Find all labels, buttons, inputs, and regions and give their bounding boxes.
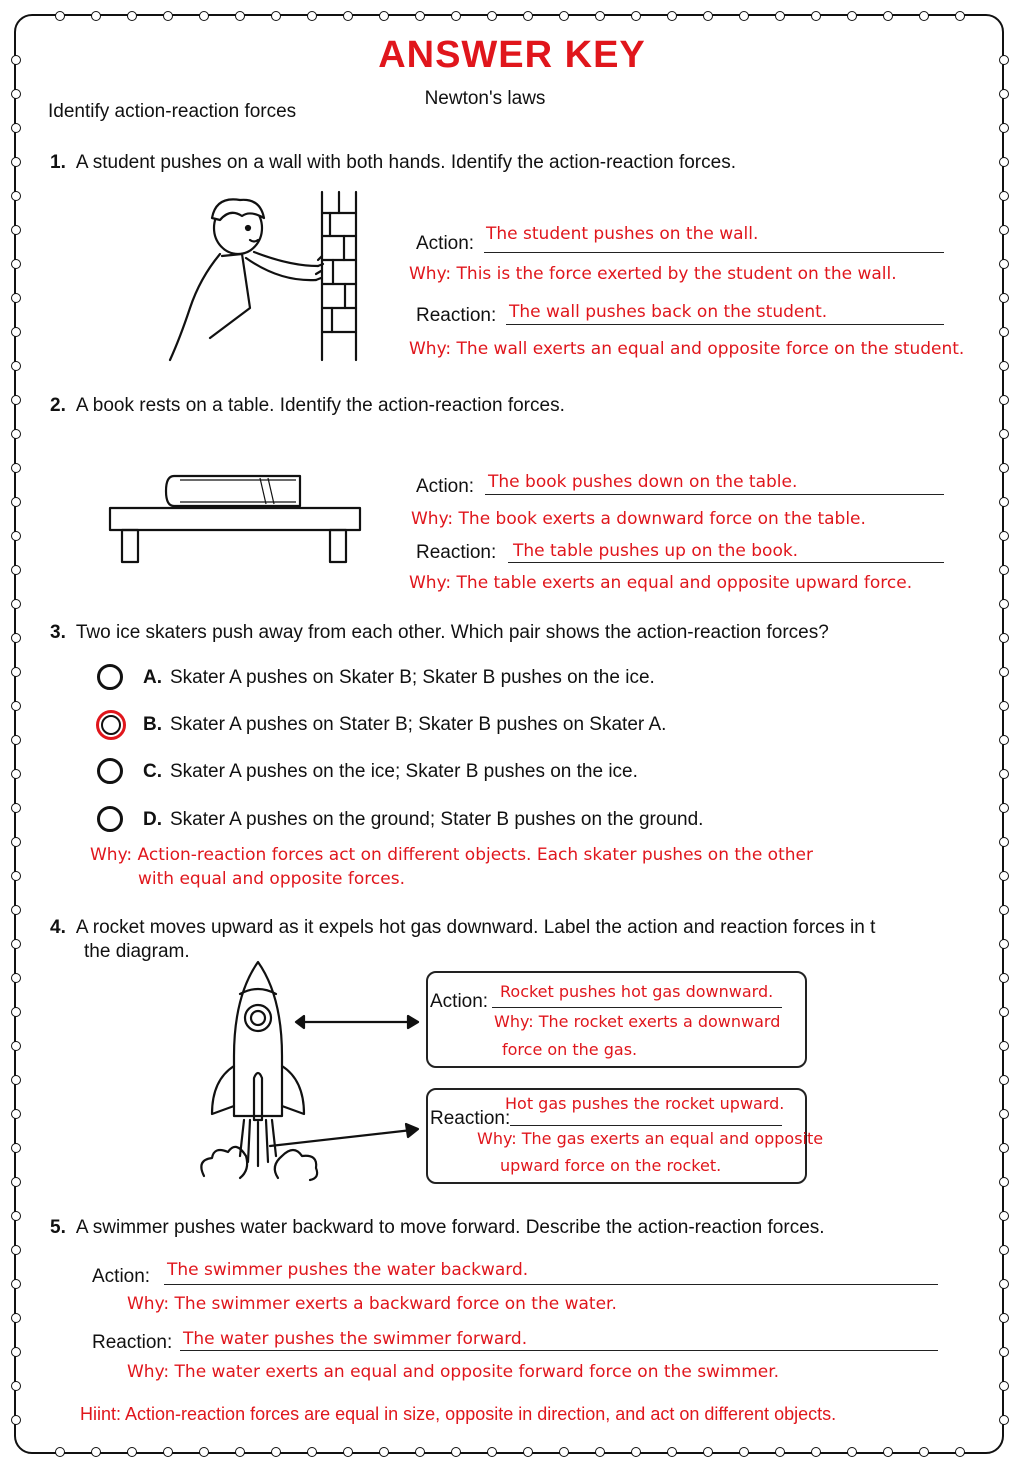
page-title: ANSWER KEY [378, 34, 646, 76]
border-bead [11, 939, 21, 949]
border-bead [11, 225, 21, 235]
border-bead [999, 191, 1009, 201]
border-bead [999, 735, 1009, 745]
q4-action-label: Action: [430, 991, 489, 1012]
border-bead [919, 11, 929, 21]
border-bead [999, 1007, 1009, 1017]
border-bead [847, 11, 857, 21]
q5-reaction-answer: The water pushes the swimmer forward. [183, 1329, 528, 1349]
border-bead [55, 1447, 65, 1457]
border-bead [11, 1143, 21, 1153]
border-bead [11, 361, 21, 371]
border-bead [307, 11, 317, 21]
option-text: Skater A pushes on the ground; Stater B pushes on the ground. [170, 809, 704, 830]
border-bead [999, 225, 1009, 235]
rocket-illustration [190, 956, 430, 1188]
border-bead [11, 973, 21, 983]
border-bead [163, 1447, 173, 1457]
border-bead [523, 1447, 533, 1457]
border-bead [11, 735, 21, 745]
border-bead [91, 1447, 101, 1457]
q5-action-answer: The swimmer pushes the water backward. [167, 1260, 529, 1280]
border-bead [739, 1447, 749, 1457]
border-bead [955, 1447, 965, 1457]
border-bead [999, 973, 1009, 983]
border-bead [999, 123, 1009, 133]
option-c-radio[interactable] [97, 758, 123, 784]
question-number: 5. [50, 1217, 66, 1238]
border-bead [999, 89, 1009, 99]
question-number: 4. [50, 917, 66, 938]
q2-action-answer: The book pushes down on the table. [488, 472, 798, 492]
question-3 [50, 622, 829, 644]
q2-reaction-line [508, 562, 944, 563]
student-pushing-wall-illustration [150, 188, 365, 366]
page-subtitle: Newton's laws [424, 88, 546, 109]
q2-reaction-label: Reaction: [416, 542, 497, 563]
border-bead [91, 11, 101, 21]
option-a-radio[interactable] [97, 664, 123, 690]
question-5 [50, 1217, 825, 1239]
q1-reaction-answer: The wall pushes back on the student. [509, 302, 828, 322]
border-bead [11, 1109, 21, 1119]
border-bead [343, 1447, 353, 1457]
border-bead [999, 361, 1009, 371]
border-bead [999, 1211, 1009, 1221]
border-bead [999, 803, 1009, 813]
border-bead [11, 157, 21, 167]
border-bead [999, 667, 1009, 677]
q1-reaction-why: Why: The wall exerts an equal and opposite force on the student. [409, 339, 965, 359]
option-d [143, 809, 703, 831]
option-text: Skater A pushes on Stater B; Skater B pushes on Skater A. [170, 714, 667, 735]
q4-reaction-why-line1: Why: The gas exerts an equal and opposite [477, 1129, 824, 1148]
border-bead [999, 1109, 1009, 1119]
border-bead [11, 191, 21, 201]
q3-why-line2: with equal and opposite forces. [138, 869, 405, 889]
question-number: 2. [50, 395, 66, 416]
border-bead [559, 11, 569, 21]
q4-action-line [492, 1007, 782, 1008]
border-bead [999, 531, 1009, 541]
border-bead [11, 327, 21, 337]
q5-reaction-why: Why: The water exerts an equal and opposite forward force on the swimmer. [127, 1362, 780, 1382]
border-bead [999, 327, 1009, 337]
border-bead [703, 1447, 713, 1457]
border-bead [199, 11, 209, 21]
border-bead [11, 565, 21, 575]
border-bead [11, 701, 21, 711]
border-bead [999, 871, 1009, 881]
border-bead [595, 11, 605, 21]
question-2 [50, 395, 565, 417]
border-bead [11, 1347, 21, 1357]
border-bead [631, 1447, 641, 1457]
option-b-radio-selected[interactable] [96, 710, 126, 740]
border-bead [163, 11, 173, 21]
option-d-radio[interactable] [97, 806, 123, 832]
question-number: 3. [50, 622, 66, 643]
border-bead [999, 157, 1009, 167]
border-bead [883, 11, 893, 21]
option-letter: A. [143, 667, 162, 688]
border-bead [999, 1381, 1009, 1391]
border-bead [999, 1245, 1009, 1255]
question-text: A student pushes on a wall with both hands. Identify the action-reaction forces. [75, 152, 736, 173]
border-bead [811, 1447, 821, 1457]
q1-action-why: Why: This is the force exerted by the student on the wall. [409, 264, 897, 284]
q5-action-why: Why: The swimmer exerts a backward force on the water. [127, 1294, 617, 1314]
border-bead [919, 1447, 929, 1457]
border-bead [999, 769, 1009, 779]
border-bead [11, 667, 21, 677]
border-bead [999, 395, 1009, 405]
border-bead [11, 1381, 21, 1391]
border-bead [11, 293, 21, 303]
border-bead [11, 803, 21, 813]
border-bead [11, 1279, 21, 1289]
border-bead [55, 11, 65, 21]
q1-action-answer: The student pushes on the wall. [486, 224, 759, 244]
q5-reaction-label: Reaction: [92, 1332, 173, 1353]
option-letter: C. [143, 761, 162, 782]
border-bead [11, 905, 21, 915]
border-bead [11, 1211, 21, 1221]
border-bead [667, 1447, 677, 1457]
q4-action-why-line1: Why: The rocket exerts a downward [494, 1012, 781, 1031]
border-bead [999, 463, 1009, 473]
q5-reaction-line [180, 1350, 938, 1351]
border-bead [999, 429, 1009, 439]
option-a [143, 667, 655, 689]
border-bead [999, 837, 1009, 847]
border-bead [11, 1075, 21, 1085]
q4-action-answer: Rocket pushes hot gas downward. [500, 982, 774, 1001]
q5-action-line [164, 1284, 938, 1285]
border-bead [703, 11, 713, 21]
border-bead [999, 497, 1009, 507]
border-bead [523, 11, 533, 21]
border-bead [235, 1447, 245, 1457]
question-4 [50, 917, 875, 939]
border-bead [11, 1313, 21, 1323]
question-1 [50, 152, 736, 174]
border-bead [999, 701, 1009, 711]
q2-action-why: Why: The book exerts a downward force on the table. [411, 509, 866, 529]
q3-why-line1: Why: Action-reaction forces act on different objects. Each skater pushes on the other [90, 845, 813, 865]
hint-text: Hiint: Action-reaction forces are equal in size, opposite in direction, and act on different objects. [80, 1404, 837, 1424]
question-text: Two ice skaters push away from each other. Which pair shows the action-reaction forces? [75, 622, 829, 643]
border-bead [999, 1075, 1009, 1085]
border-bead [487, 1447, 497, 1457]
border-bead [999, 1279, 1009, 1289]
border-bead [999, 939, 1009, 949]
border-bead [307, 1447, 317, 1457]
border-bead [127, 11, 137, 21]
border-bead [999, 633, 1009, 643]
q4-reaction-why-line2: upward force on the rocket. [500, 1156, 722, 1175]
question-text: A swimmer pushes water backward to move forward. Describe the action-reaction forces. [75, 1217, 825, 1238]
border-bead [11, 1177, 21, 1187]
border-bead [811, 11, 821, 21]
border-bead [11, 1415, 21, 1425]
border-bead [999, 1177, 1009, 1187]
q2-action-line [485, 494, 944, 495]
option-letter: B. [143, 714, 162, 735]
question-4-continued: the diagram. [84, 941, 190, 962]
border-bead [847, 1447, 857, 1457]
option-b [143, 714, 666, 736]
border-bead [127, 1447, 137, 1457]
question-text: A book rests on a table. Identify the action-reaction forces. [75, 395, 565, 416]
option-text: Skater A pushes on the ice; Skater B pushes on the ice. [170, 761, 638, 782]
border-bead [559, 1447, 569, 1457]
border-bead [11, 259, 21, 269]
border-bead [775, 11, 785, 21]
border-bead [999, 1313, 1009, 1323]
option-c [143, 761, 638, 783]
border-bead [11, 531, 21, 541]
border-bead [11, 837, 21, 847]
q4-reaction-answer: Hot gas pushes the rocket upward. [505, 1094, 785, 1113]
border-bead [11, 633, 21, 643]
q2-reaction-why: Why: The table exerts an equal and opposite upward force. [409, 573, 913, 593]
border-bead [999, 565, 1009, 575]
border-bead [11, 871, 21, 881]
border-bead [487, 11, 497, 21]
option-text: Skater A pushes on Skater B; Skater B pushes on the ice. [170, 667, 655, 688]
border-bead [451, 1447, 461, 1457]
border-bead [235, 11, 245, 21]
border-bead [199, 1447, 209, 1457]
book-on-table-illustration [100, 466, 370, 570]
border-bead [11, 395, 21, 405]
border-bead [775, 1447, 785, 1457]
border-bead [11, 1245, 21, 1255]
border-bead [11, 463, 21, 473]
q1-action-line [484, 252, 944, 253]
border-bead [11, 123, 21, 133]
border-bead [11, 497, 21, 507]
border-bead [631, 11, 641, 21]
question-number: 1. [50, 152, 66, 173]
border-bead [415, 1447, 425, 1457]
q4-reaction-line [510, 1125, 782, 1126]
border-bead [11, 429, 21, 439]
border-bead [999, 1143, 1009, 1153]
border-bead [343, 11, 353, 21]
border-bead [11, 769, 21, 779]
q1-reaction-line [506, 324, 944, 325]
q1-action-label: Action: [416, 233, 475, 254]
q1-reaction-label: Reaction: [416, 305, 497, 326]
border-bead [999, 1415, 1009, 1425]
border-bead [883, 1447, 893, 1457]
worksheet-topic: Identify action-reaction forces [48, 101, 297, 122]
border-bead [379, 11, 389, 21]
border-bead [999, 905, 1009, 915]
option-letter: D. [143, 809, 162, 830]
q5-action-label: Action: [92, 1266, 151, 1287]
border-bead [271, 1447, 281, 1457]
border-bead [999, 599, 1009, 609]
border-bead [451, 11, 461, 21]
border-bead [11, 599, 21, 609]
q2-action-label: Action: [416, 476, 475, 497]
question-text: A rocket moves upward as it expels hot gas downward. Label the action and reaction forces in t [75, 917, 876, 938]
border-bead [11, 1041, 21, 1051]
q4-action-why-line2: force on the gas. [502, 1040, 638, 1059]
border-bead [999, 259, 1009, 269]
border-bead [999, 293, 1009, 303]
border-bead [379, 1447, 389, 1457]
border-bead [999, 1347, 1009, 1357]
border-bead [11, 1007, 21, 1017]
border-bead [739, 11, 749, 21]
border-bead [955, 11, 965, 21]
border-bead [595, 1447, 605, 1457]
border-bead [271, 11, 281, 21]
border-bead [415, 11, 425, 21]
q4-reaction-label: Reaction: [430, 1108, 511, 1129]
q2-reaction-answer: The table pushes up on the book. [513, 541, 799, 561]
border-bead [667, 11, 677, 21]
border-bead [999, 1041, 1009, 1051]
